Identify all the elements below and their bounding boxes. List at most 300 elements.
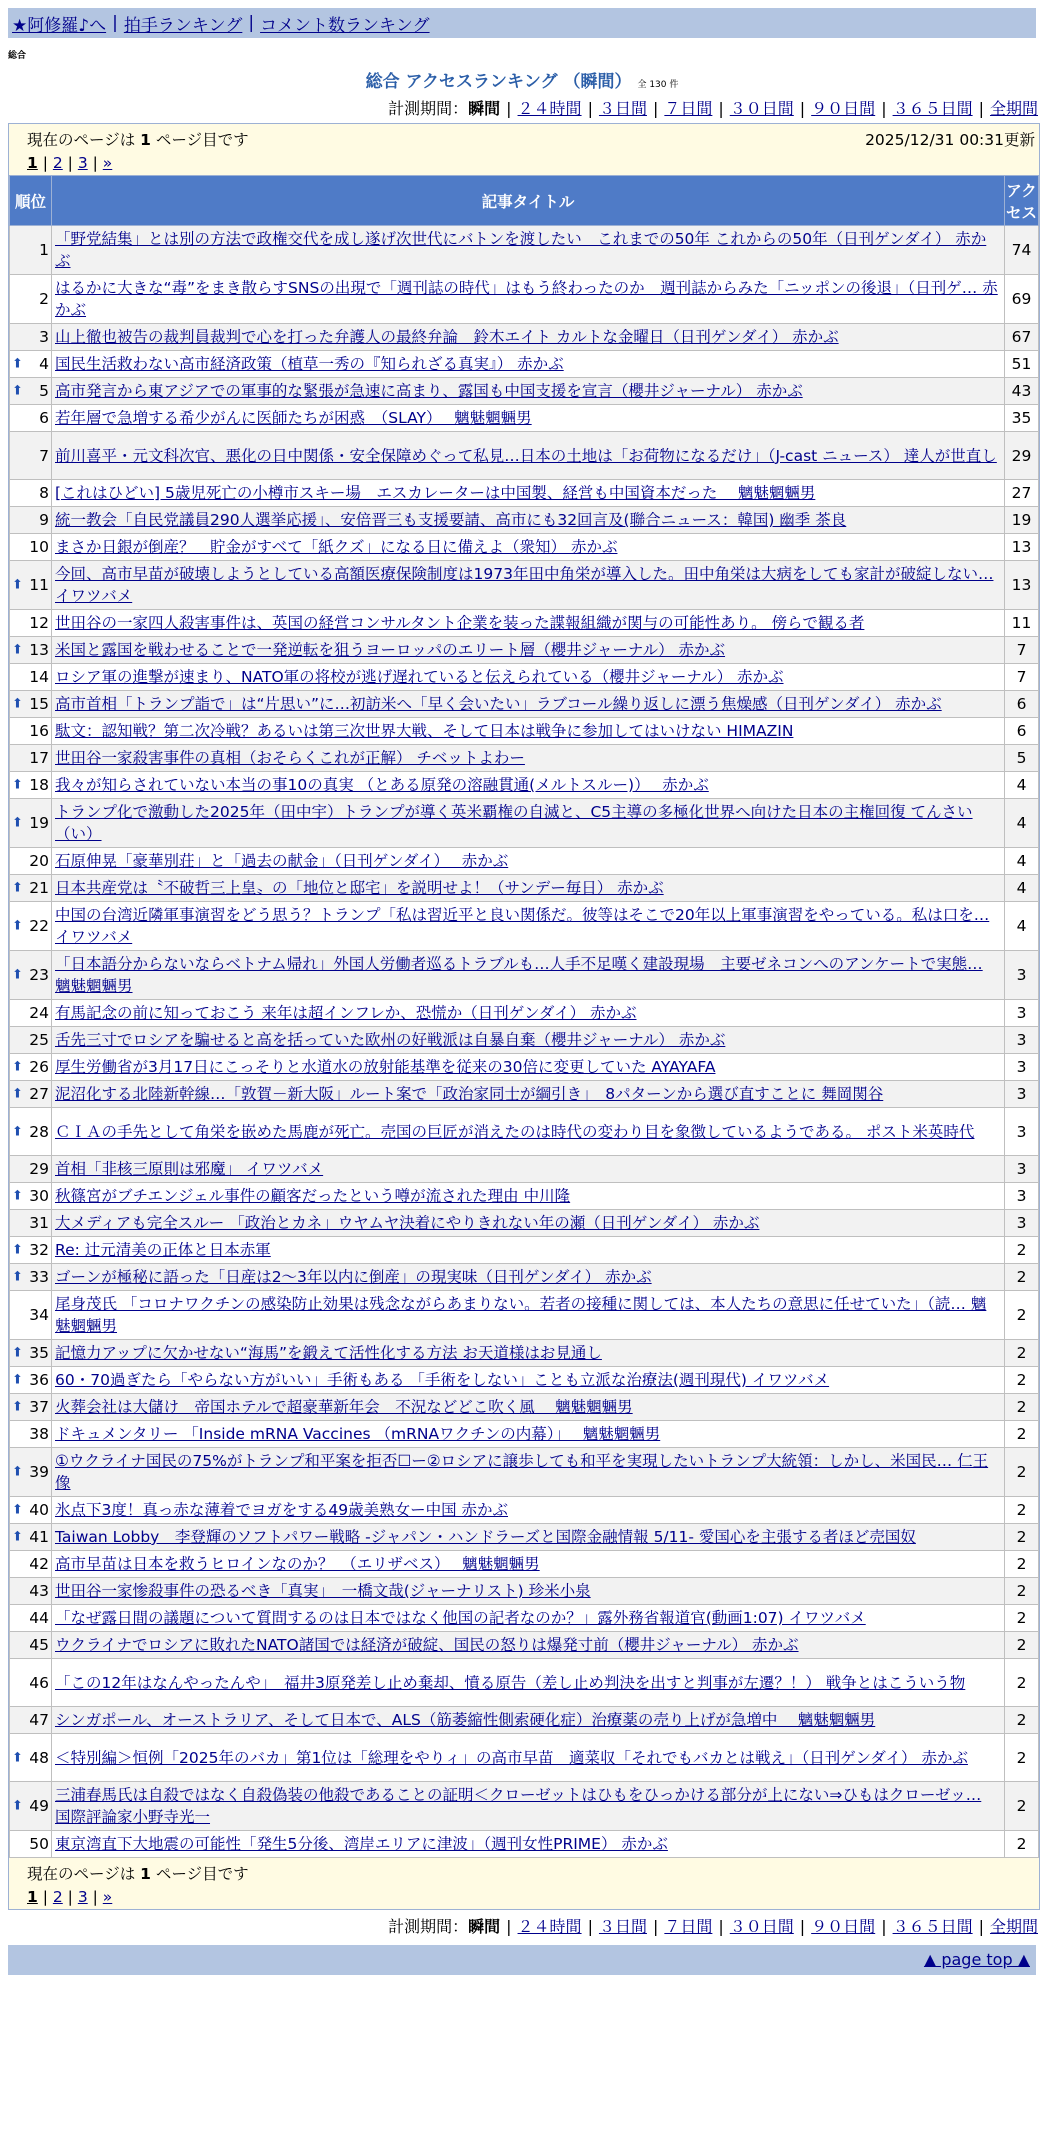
article-link[interactable]: 統一教会「自民党議員290人選挙応援」、安倍晋三も支援要請、高市にも32回言及(聯合ニュース：韓国) 幽季 茶良	[55, 511, 847, 529]
title-cell	[52, 902, 1005, 951]
separator: |	[87, 1888, 103, 1906]
article-link[interactable]: Re: 辻元清美の正体と日本赤軍	[55, 1241, 271, 1259]
title-cell	[52, 1264, 1005, 1291]
rank-cell	[10, 902, 52, 951]
rank-up-arrow-icon: ⬆	[12, 1188, 23, 1204]
top-nav-bar	[8, 8, 1036, 38]
period-option: 瞬間	[468, 99, 501, 118]
access-count: 2	[1005, 1340, 1039, 1367]
article-link[interactable]: 東京湾直下大地震の可能性「発生5分後、湾岸エリアに津波」（週刊女性PRIME） 赤かぶ	[55, 1835, 668, 1853]
separator: |	[62, 154, 78, 172]
period-option[interactable]: ３日間	[598, 1917, 647, 1936]
rank-cell	[10, 875, 52, 902]
header-title: 記事タイトル	[52, 176, 1005, 226]
rank-up-arrow-icon: ⬆	[12, 696, 23, 712]
title-cell	[52, 1707, 1005, 1734]
rank-cell	[10, 1497, 52, 1524]
article-link[interactable]: ウクライナでロシアに敗れたNATO諸国では経済が破綻、国民の怒りは爆発寸前（櫻井ジャーナル） 赤かぶ	[55, 1636, 799, 1654]
access-count: 4	[1005, 772, 1039, 799]
article-link[interactable]: 火葬会社は大儲け 帝国ホテルで超豪華新年会 不況などどこ吹く風 魑魅魍魎男	[55, 1398, 633, 1416]
period-label: 計測期間：	[388, 99, 469, 118]
article-link[interactable]: 米国と露国を戦わせることで一発逆転を狙うヨーロッパのエリート層（櫻井ジャーナル） 赤かぶ	[55, 641, 726, 659]
header-access: アクセス	[1005, 176, 1039, 226]
rank-number: 43	[29, 1582, 49, 1600]
rank-cell	[10, 480, 52, 507]
article-link[interactable]: 日本共産党は〝不破哲三上皇〟の「地位と邸宅」を説明せよ！（サンデー毎日） 赤かぶ	[55, 879, 664, 897]
access-count: 67	[1005, 324, 1039, 351]
article-link[interactable]: 「日本語分からないならベトナム帰れ」外国人労働者巡るトラブルも…人手不足嘆く建設現場 主要ゼネコンへのアンケートで実態… 魑魅魍魎男	[55, 955, 983, 995]
ranking-row	[10, 1054, 1039, 1081]
ranking-row	[10, 664, 1039, 691]
access-count: 7	[1005, 664, 1039, 691]
period-option[interactable]: ３０日間	[729, 1917, 794, 1936]
article-link[interactable]: はるかに大きな“毒”をまき散らすSNSの出現で「週刊誌の時代」はもう終わったのか 週刊誌からみた「ニッポンの後退」（日刊ゲ… 赤かぶ	[55, 279, 998, 319]
rank-cell	[10, 1734, 52, 1782]
article-link[interactable]: 氷点下3度！真っ赤な薄着でヨガをする49歳美熟女ー中国 赤かぶ	[55, 1501, 509, 1519]
article-link[interactable]: 高市首相「トランプ詣で」は“片思い”に…初訪米へ「早く会いたい」ラブコール繰り返しに漂う焦燥感（日刊ゲンダイ） 赤かぶ	[55, 695, 942, 713]
rank-number: 40	[29, 1501, 49, 1519]
title-cell	[52, 1782, 1005, 1831]
page-link[interactable]: 2	[52, 154, 63, 172]
article-link[interactable]: ①ウクライナ国民の75%がトランプ和平案を拒否☐ー②ロシアに譲歩しても和平を実現したいトランプ大統領：しかし、米国民… 仁王像	[55, 1452, 989, 1492]
ranking-table	[9, 175, 1039, 1858]
ranking-row	[10, 534, 1039, 561]
article-link[interactable]: 有馬記念の前に知っておこう 来年は超インフレか、恐慌か（日刊ゲンダイ） 赤かぶ	[55, 1004, 637, 1022]
separator: |	[587, 1917, 593, 1936]
ranking-row	[10, 610, 1039, 637]
separator: |	[112, 13, 118, 33]
page-info-top	[9, 124, 1039, 175]
period-option[interactable]: ３０日間	[729, 99, 794, 118]
rank-up-arrow-icon: ⬆	[12, 967, 23, 983]
access-count: 3	[1005, 1054, 1039, 1081]
rank-number: 23	[29, 966, 49, 984]
article-link[interactable]: 石原伸晃「豪華別荘」と「過去の献金」（日刊ゲンダイ） 赤かぶ	[55, 852, 509, 870]
title-cell	[52, 1605, 1005, 1632]
access-count: 3	[1005, 1210, 1039, 1237]
title-cell	[52, 480, 1005, 507]
rank-number: 30	[29, 1187, 49, 1205]
separator: |	[718, 99, 724, 118]
article-link[interactable]: 世田谷一家惨殺事件の恐るべき「真実」 一橋文哉(ジャーナリスト) 珍米小泉	[55, 1582, 591, 1600]
access-count: 3	[1005, 951, 1039, 1000]
article-link[interactable]: 「野党結集」とは別の方法で政権交代を成し遂げ次世代にバトンを渡したい これまでの50年 これからの50年（日刊ゲンダイ） 赤かぶ	[55, 230, 987, 270]
asyura-home-link[interactable]: ★阿修羅♪へ	[12, 15, 107, 36]
rank-cell	[10, 951, 52, 1000]
rank-up-arrow-icon: ⬆	[12, 880, 23, 896]
ranking-row	[10, 691, 1039, 718]
rank-cell	[10, 405, 52, 432]
separator: |	[978, 99, 984, 118]
article-link[interactable]: ゴーンが極秘に語った「日産は2～3年以内に倒産」の現実味（日刊ゲンダイ） 赤かぶ	[55, 1268, 652, 1286]
footer-bar	[8, 1945, 1036, 1975]
title-cell	[52, 637, 1005, 664]
article-link[interactable]: 記憶力アップに欠かせない“海馬”を鍛えて活性化する方法 お天道様はお見通し	[55, 1344, 602, 1362]
period-option: 瞬間	[468, 1917, 501, 1936]
ranking-row	[10, 875, 1039, 902]
ranking-row	[10, 799, 1039, 848]
access-count: 3	[1005, 1081, 1039, 1108]
rank-number: 46	[29, 1673, 49, 1692]
access-count: 2	[1005, 1831, 1039, 1858]
separator: |	[587, 99, 593, 118]
access-count: 2	[1005, 1551, 1039, 1578]
article-link[interactable]: 泥沼化する北陸新幹線…「敦賀－新大阪」ルート案で「政治家同士が綱引き」 8パターンから選び直すことに 舞岡関谷	[55, 1085, 884, 1103]
rank-cell	[10, 1183, 52, 1210]
pagination-top	[27, 154, 1035, 172]
access-count: 6	[1005, 691, 1039, 718]
article-link[interactable]: 駄文：認知戦？第二次冷戦？あるいは第三次世界大戦、そして日本は戦争に参加してはいけない HIMAZIN	[55, 722, 794, 740]
access-count: 19	[1005, 507, 1039, 534]
ranking-row	[10, 1183, 1039, 1210]
ranking-row	[10, 772, 1039, 799]
title-cell	[52, 848, 1005, 875]
ranking-row	[10, 1632, 1039, 1659]
rank-up-arrow-icon: ⬆	[12, 1502, 23, 1518]
article-link[interactable]: 国民生活救わない高市経済政策（植草一秀の『知られざる真実』） 赤かぶ	[55, 355, 564, 373]
ranking-title-text: 総合 アクセスランキング （瞬間）	[365, 72, 632, 92]
rank-number: 12	[29, 614, 49, 632]
rank-number: 21	[29, 879, 49, 897]
rank-up-arrow-icon: ⬆	[12, 1059, 23, 1075]
article-link[interactable]: まさか日銀が倒産？ 貯金がすべて「紙クズ」になる日に備えよ（衆知） 赤かぶ	[55, 538, 618, 556]
rank-cell	[10, 1340, 52, 1367]
ranking-row	[10, 1264, 1039, 1291]
rank-cell	[10, 534, 52, 561]
article-link[interactable]: 今回、高市早苗が破壊しようとしている高額医療保険制度は1973年田中角栄が導入した。田中角栄は大病をしても家計が破綻しない… イワツバメ	[55, 565, 994, 605]
rank-up-arrow-icon: ⬆	[12, 356, 23, 372]
title-cell	[52, 691, 1005, 718]
rank-number: 19	[29, 814, 49, 832]
rank-cell	[10, 772, 52, 799]
rank-number: 2	[39, 290, 49, 308]
article-link[interactable]: 秋篠宮がブチエンジェル事件の顧客だったという噂が流された理由 中川隆	[55, 1187, 571, 1205]
title-cell	[52, 1578, 1005, 1605]
ranking-row	[10, 1367, 1039, 1394]
title-cell	[52, 507, 1005, 534]
access-count: 13	[1005, 534, 1039, 561]
period-selector-top	[0, 96, 1038, 119]
applause-ranking-link[interactable]: 拍手ランキング	[123, 15, 243, 36]
title-cell	[52, 226, 1005, 275]
rank-number: 14	[29, 668, 49, 686]
article-link[interactable]: 舌先三寸でロシアを騙せると高を括っていた欧州の好戦派は自暴自棄（櫻井ジャーナル） 赤かぶ	[55, 1031, 726, 1049]
separator: |	[718, 1917, 724, 1936]
rank-cell	[10, 351, 52, 378]
rank-number: 47	[29, 1711, 49, 1729]
access-count: 7	[1005, 637, 1039, 664]
rank-cell	[10, 1210, 52, 1237]
rank-up-arrow-icon: ⬆	[12, 918, 23, 934]
rank-number: 13	[29, 641, 49, 659]
article-link[interactable]: 三浦春馬氏は自殺ではなく自殺偽装の他殺であることの証明＜クローゼットはひもをひっかける部分が上にない⇒ひもはクローゼッ… 国際評論家小野寺光一	[55, 1786, 982, 1826]
separator: |	[87, 154, 103, 172]
rank-cell	[10, 226, 52, 275]
rank-cell	[10, 275, 52, 324]
title-cell	[52, 534, 1005, 561]
access-count: 2	[1005, 1237, 1039, 1264]
ranking-row	[10, 1497, 1039, 1524]
access-count: 13	[1005, 561, 1039, 610]
rank-number: 39	[29, 1463, 49, 1481]
period-option[interactable]: ９０日間	[811, 1917, 876, 1936]
article-link[interactable]: 大メディアも完全スルー 「政治とカネ」ウヤムヤ決着にやりきれない年の瀬（日刊ゲンダイ） 赤かぶ	[55, 1214, 760, 1232]
ranking-row	[10, 1448, 1039, 1497]
rank-cell	[10, 1000, 52, 1027]
access-count: 3	[1005, 1000, 1039, 1027]
period-option[interactable]: ７日間	[664, 1917, 713, 1936]
title-cell	[52, 664, 1005, 691]
article-link[interactable]: ドキュメンタリー 「Inside mRNA Vaccines （mRNAワクチンの内幕）」 魑魅魍魎男	[55, 1425, 661, 1443]
title-cell	[52, 1632, 1005, 1659]
separator: |	[37, 154, 53, 172]
title-cell	[52, 610, 1005, 637]
ranking-row	[10, 1027, 1039, 1054]
ranking-row	[10, 324, 1039, 351]
access-count: 2	[1005, 1264, 1039, 1291]
period-option[interactable]: ２４時間	[517, 99, 582, 118]
access-count: 2	[1005, 1421, 1039, 1448]
rank-cell	[10, 378, 52, 405]
ranking-row	[10, 1578, 1039, 1605]
article-link[interactable]: 尾身茂氏 「コロナワクチンの感染防止効果は残念ながらあまりない。若者の接種に関しては、本人たちの意思に任せていた」（読… 魑魅魍魎男	[55, 1295, 987, 1335]
rank-cell	[10, 1632, 52, 1659]
ranking-row	[10, 848, 1039, 875]
ranking-row	[10, 1421, 1039, 1448]
rank-cell	[10, 637, 52, 664]
rank-number: 25	[29, 1031, 49, 1049]
title-cell	[52, 1448, 1005, 1497]
access-count: 2	[1005, 1782, 1039, 1831]
next-page-link[interactable]: »	[102, 1888, 113, 1906]
separator: |	[62, 1888, 78, 1906]
rank-cell	[10, 1054, 52, 1081]
category-label: 総合	[8, 51, 27, 61]
title-cell	[52, 1156, 1005, 1183]
article-link[interactable]: 「この12年はなんやったんや」 福井3原発差し止め棄却、憤る原告（差し止め判決を出すと判事が左遷？！） 戦争とはこういう物	[55, 1673, 966, 1692]
article-link[interactable]: ＣＩＡの手先として角栄を嵌めた馬鹿が死亡。売国の巨匠が消えたのは時代の変わり目を象徴しているようである。 ポスト米英時代	[55, 1122, 975, 1141]
ranking-row	[10, 1340, 1039, 1367]
ranking-row	[10, 902, 1039, 951]
article-link[interactable]: [これはひどい] 5歳児死亡の小樽市スキー場 エスカレーターは中国製、経営も中国資本だった 魑魅魍魎男	[55, 484, 816, 502]
access-count: 2	[1005, 1578, 1039, 1605]
page-top-link[interactable]: ▲ page top ▲	[923, 1950, 1030, 1969]
rank-cell	[10, 848, 52, 875]
title-cell	[52, 1831, 1005, 1858]
rank-number: 27	[29, 1085, 49, 1103]
updated-time: 2025/12/31 00:31更新	[865, 131, 1035, 149]
title-cell	[52, 378, 1005, 405]
access-count: 74	[1005, 226, 1039, 275]
rank-cell	[10, 1367, 52, 1394]
rank-number: 37	[29, 1398, 49, 1416]
ranking-row	[10, 1291, 1039, 1340]
access-count: 29	[1005, 432, 1039, 480]
rank-up-arrow-icon: ⬆	[12, 577, 23, 593]
period-option[interactable]: ２４時間	[517, 1917, 582, 1936]
article-link[interactable]: 高市早苗は日本を救うヒロインなのか？ （エリザベス） 魑魅魍魎男	[55, 1555, 540, 1573]
rank-up-arrow-icon: ⬆	[12, 383, 23, 399]
comment-ranking-link[interactable]: コメント数ランキング	[260, 15, 430, 36]
ranking-row	[10, 1605, 1039, 1632]
article-link[interactable]: ロシア軍の進撃が速まり、NATO軍の将校が逃げ遅れていると伝えられている（櫻井ジャーナル） 赤かぶ	[55, 668, 784, 686]
access-count: 5	[1005, 745, 1039, 772]
title-cell	[52, 405, 1005, 432]
ranking-row	[10, 951, 1039, 1000]
rank-number: 35	[29, 1344, 49, 1362]
rank-number: 41	[29, 1528, 49, 1546]
next-page-link[interactable]: »	[102, 154, 113, 172]
title-cell	[52, 1081, 1005, 1108]
ranking-row	[10, 718, 1039, 745]
title-cell	[52, 1054, 1005, 1081]
rank-cell	[10, 1524, 52, 1551]
rank-cell	[10, 1027, 52, 1054]
access-count: 35	[1005, 405, 1039, 432]
rank-number: 7	[39, 446, 49, 465]
ranking-row	[10, 1000, 1039, 1027]
period-option[interactable]: ７日間	[664, 99, 713, 118]
period-option[interactable]: ３６５日間	[892, 99, 973, 118]
article-link[interactable]: 山上徹也被告の裁判員裁判で心を打った弁護人の最終弁論 鈴木エイト カルトな金曜日（日刊ゲンダイ） 赤かぶ	[55, 328, 839, 346]
access-count: 3	[1005, 1183, 1039, 1210]
current-page-text: 現在のページは 1 ページ目です	[27, 1865, 249, 1883]
article-link[interactable]: 世田谷の一家四人殺害事件は、英国の経営コンサルタント企業を装った諜報組織が関与の可能性あり。 傍らで観る者	[55, 614, 865, 632]
access-count: 2	[1005, 1632, 1039, 1659]
access-count: 69	[1005, 275, 1039, 324]
ranking-row	[10, 1156, 1039, 1183]
rank-up-arrow-icon: ⬆	[12, 777, 23, 793]
rank-number: 28	[29, 1122, 49, 1141]
article-link[interactable]: 前川喜平・元文科次官、悪化の日中関係・安全保障めぐって私見…日本の土地は「お荷物になるだけ」（J-cast ニュース） 達人が世直し	[55, 446, 997, 465]
ranking-row	[10, 1237, 1039, 1264]
ranking-row	[10, 1831, 1039, 1858]
article-link[interactable]: 若年層で急増する希少がんに医師たちが困惑 （SLAY） 魑魅魍魎男	[55, 409, 532, 427]
access-count: 2	[1005, 1524, 1039, 1551]
access-count: 3	[1005, 1108, 1039, 1156]
period-option[interactable]: ３日間	[598, 99, 647, 118]
rank-cell	[10, 1831, 52, 1858]
access-count: 2	[1005, 1659, 1039, 1707]
separator: |	[506, 1917, 512, 1936]
title-cell	[52, 799, 1005, 848]
separator: |	[881, 1917, 887, 1936]
access-count: 2	[1005, 1497, 1039, 1524]
separator: |	[799, 99, 806, 118]
rank-number: 36	[29, 1371, 49, 1389]
current-page-number: 1	[27, 154, 38, 172]
access-count: 6	[1005, 718, 1039, 745]
title-cell	[52, 772, 1005, 799]
rank-cell	[10, 799, 52, 848]
rank-number: 11	[29, 576, 49, 594]
title-cell	[52, 718, 1005, 745]
article-link[interactable]: 厚生労働省が3月17日にこっそりと水道水の放射能基準を従来の30倍に変更していた AYAYAFA	[55, 1058, 716, 1076]
ranking-row	[10, 275, 1039, 324]
rank-cell	[10, 1448, 52, 1497]
rank-cell	[10, 432, 52, 480]
rank-number: 29	[29, 1160, 49, 1178]
period-option[interactable]: 全期間	[989, 1917, 1038, 1936]
article-link[interactable]: 60・70過ぎたら「やらない方がいい」手術もある 「手術をしない」ことも立派な治療法(週刊現代) イワツバメ	[55, 1371, 830, 1389]
ranking-row	[10, 1394, 1039, 1421]
article-link[interactable]: 中国の台湾近隣軍事演習をどう思う？トランプ「私は習近平と良い関係だ。彼等はそこで20年以上軍事演習をやっている。私は口を… イワツバメ	[55, 906, 990, 946]
title-cell	[52, 275, 1005, 324]
rank-number: 42	[29, 1555, 49, 1573]
rank-cell	[10, 1605, 52, 1632]
rank-up-arrow-icon: ⬆	[12, 1798, 23, 1814]
access-count: 11	[1005, 610, 1039, 637]
period-option[interactable]: ３６５日間	[892, 1917, 973, 1936]
pagination-bottom	[27, 1888, 1035, 1906]
title-cell	[52, 1210, 1005, 1237]
rank-number: 5	[39, 382, 49, 400]
article-link[interactable]: トランプ化で激動した2025年（田中宇）トランプが導く英米覇権の自滅と、C5主導の多極化世界へ向けた日本の主権回復 てんさい（い）	[55, 803, 973, 843]
rank-number: 48	[29, 1748, 49, 1767]
separator: |	[248, 13, 255, 33]
separator: |	[799, 1917, 806, 1936]
title-cell	[52, 951, 1005, 1000]
rank-number: 3	[39, 328, 49, 346]
rank-up-arrow-icon: ⬆	[12, 1345, 23, 1361]
access-count: 2	[1005, 1734, 1039, 1782]
article-link[interactable]: 首相「非核三原則は邪魔」 イワツバメ	[55, 1160, 324, 1178]
access-count: 4	[1005, 875, 1039, 902]
ranking-row	[10, 507, 1039, 534]
rank-number: 15	[29, 695, 49, 713]
rank-cell	[10, 561, 52, 610]
page-link[interactable]: 2	[52, 1888, 63, 1906]
article-link[interactable]: シンガポール、オーストラリア、そして日本で、ALS（筋萎縮性側索硬化症）治療薬の売り上げが急増中 魑魅魍魎男	[55, 1711, 876, 1729]
page-link[interactable]: 3	[77, 154, 88, 172]
access-count: 2	[1005, 1448, 1039, 1497]
rank-cell	[10, 507, 52, 534]
rank-number: 24	[29, 1004, 49, 1022]
access-count: 43	[1005, 378, 1039, 405]
rank-number: 22	[29, 917, 49, 935]
separator: |	[978, 1917, 984, 1936]
rank-number: 44	[29, 1609, 49, 1627]
rank-up-arrow-icon: ⬆	[12, 1269, 23, 1285]
title-cell	[52, 1394, 1005, 1421]
ranking-row	[10, 1659, 1039, 1707]
article-link[interactable]: Taiwan Lobby 李登輝のソフトパワー戦略 -ジャパン・ハンドラーズと国際金融情報 5/11- 愛国心を主張する者ほど売国奴	[55, 1528, 916, 1546]
page-link[interactable]: 3	[77, 1888, 88, 1906]
access-count: 3	[1005, 1027, 1039, 1054]
title-cell	[52, 1000, 1005, 1027]
access-count: 51	[1005, 351, 1039, 378]
rank-number: 33	[29, 1268, 49, 1286]
ranking-row	[10, 351, 1039, 378]
ranking-row	[10, 432, 1039, 480]
ranking-row	[10, 637, 1039, 664]
period-label: 計測期間：	[388, 1917, 469, 1936]
period-option[interactable]: ９０日間	[811, 99, 876, 118]
rank-number: 17	[29, 749, 49, 767]
article-link[interactable]: ＜特別編＞恒例「2025年のバカ」第1位は「総理をやりィ」の高市早苗 適菜収「それでもバカとは戦え」（日刊ゲンダイ） 赤かぶ	[55, 1748, 968, 1767]
period-option[interactable]: 全期間	[989, 99, 1038, 118]
access-count: 4	[1005, 799, 1039, 848]
rank-up-arrow-icon: ⬆	[12, 1086, 23, 1102]
rank-cell	[10, 1659, 52, 1707]
article-link[interactable]: 「なぜ露日間の議題について質問するのは日本ではなく他国の記者なのか？」露外務省報道官(動画1:07) イワツバメ	[55, 1609, 866, 1627]
article-link[interactable]: 高市発言から東アジアでの軍事的な緊張が急速に高まり、露国も中国支援を宣言（櫻井ジャーナル） 赤かぶ	[55, 382, 803, 400]
article-link[interactable]: 世田谷一家殺害事件の真相（おそらくこれが正解） チベットよわー	[55, 749, 525, 767]
title-cell	[52, 1027, 1005, 1054]
rank-cell	[10, 610, 52, 637]
article-link[interactable]: 我々が知らされていない本当の事10の真実 （とある原発の溶融貫通(メルトスルー)） 赤かぶ	[55, 776, 709, 794]
ranking-row	[10, 745, 1039, 772]
